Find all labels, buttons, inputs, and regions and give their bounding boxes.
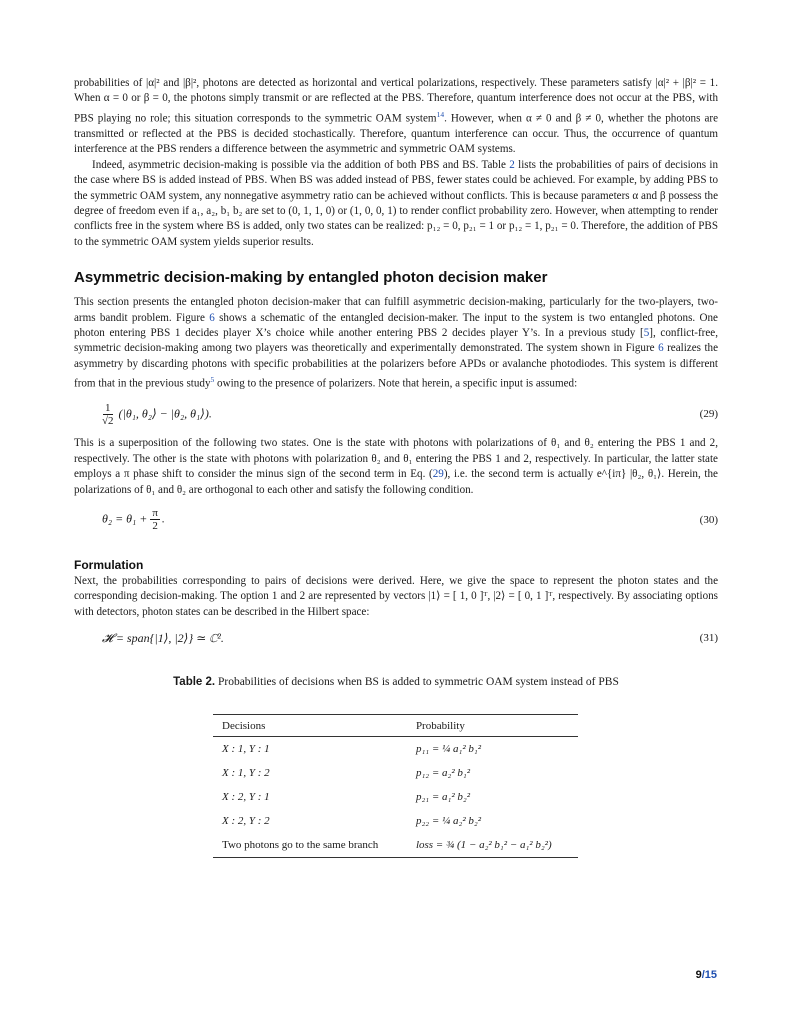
- table-caption-label: Table 2.: [173, 676, 216, 689]
- citation-link[interactable]: 5: [643, 326, 650, 339]
- paragraph-2: Indeed, asymmetric decision-making is possible via the addition of both PBS and BS. Table 2 lists the probabilities of pairs of decisions in the case where BS is added instead of PBS. When BS was added instead of PBS, fewer states could be achieved. For example, by adding PBS to the symmetric OAM system, any nonnegative asymmetry ratio can be achieved without conflicts. This is because parameters α and β possess the degree of freedom even if a₁, a₂, b₁ b₂ are set to (0, 1, 1, 0) or (1, 0, 0, 1) to render conflict probability zero. However, when attempting to render conflicts free in the system where BS is added, only two states can be realized: p₁₂ = 0, p₂₁ = 1 or p₁₂ = 1, p₂₁ = 0. Therefore, the addition of PBS to the symmetric OAM system yields superior results.: [74, 158, 719, 248]
- table-cell: loss = ¾ (1 − a₂² b₁² − a₁² b₂²): [407, 833, 578, 858]
- equation-number: (30): [699, 513, 718, 526]
- figure-ref-link[interactable]: 6: [658, 342, 664, 355]
- table-ref-link[interactable]: 2: [509, 158, 515, 171]
- citation-link[interactable]: 5: [210, 375, 215, 385]
- equation-29: $\frac{1}{√2}$ (|θ₁, θ₂⟩ − |θ₂, θ₁⟩). (29): [102, 401, 718, 427]
- paragraph-1: probabilities of |α|² and |β|², photons are detected as horizontal and vertical polarizations, respectively. These parameters satisfy |α|² + |β|² = 1. When α = 0 or β = 0, the photons simply transmit or are reflected at the PBS. Therefore, quantum interference does not occur at the PBS, with PBS playing no role; this situation corresponds to the symmetric OAM system$^{14}$. However, when α ≠ 0 and β ≠ 0, whether the photons are transmitted or reflected at the PBS is decided stochastically. Therefore, quantum interference can occur. Thus, the occurrence of quantum interference at the PBS renders a difference between the asymmetric and symmetric OAM systems.: [74, 77, 718, 156]
- citation-link[interactable]: 14: [436, 109, 445, 119]
- table-row: [213, 737, 578, 762]
- equation-number: (31): [699, 632, 718, 645]
- table-row: [213, 785, 578, 809]
- subsection-heading: Formulation: [74, 557, 144, 572]
- equation-30: θ₂ = θ₁ + $\frac{\pi}{2}$ . (30): [102, 507, 718, 533]
- table-header-cell: Probability: [407, 715, 578, 737]
- paragraph-3: This section presents the entangled photon decision-maker that can fulfill asymmetric decision-making, particularly for the two-players, two-arms bandit problem. Figure 6 shows a schematic of the entangled decision-maker. The input to the system is two entangled photons. One photon entering PBS 1 decides player X’s choice while another entering PBS 2 decides player Y’s. In a previous study [5], conflict-free, symmetric decision-making among two players was theoretically and experimentally demonstrated. The system shown in Figure 6 realizes the asymmetry by discarding photons with specific probabilities at the polarizers before APDs or avalanche photodiodes. This system is different from that in the previous study$^5$ owing to the presence of polarizers. Note that herein, a specific input is assumed:: [74, 296, 718, 390]
- paragraph-4: This is a superposition of the following two states. One is the state with photons with polarizations of θ₁ and θ₂ entering the PBS 1 and 2, respectively. The other is the state with photons with polarization θ₂ and θ₁ entering the PBS 1 and 2, respectively. In particular, the latter state employs a π phase shift to consider the minus sign of the second term in Eq. (29), i.e. the second term is actually e^{iπ} |θ₂, θ₁⟩. Herein, the polarizations of θ₁ and θ₂ are orthogonal to each other and satisfy the following condition.: [74, 437, 718, 496]
- table-cell: p₁₂ = a₂² b₁²: [415, 766, 471, 779]
- table-caption: [74, 676, 718, 688]
- table-cell: p₁₁ = ¼ a₁² b₁²: [415, 742, 482, 755]
- page-number: 9/15: [695, 969, 717, 981]
- table-row: [213, 809, 578, 833]
- equation-31: 𝓗 = span{|1⟩, |2⟩} ≃ ℂ². (31): [102, 630, 718, 645]
- table-cell: Two photons go to the same branch: [213, 833, 407, 858]
- table-header-row: [213, 715, 578, 737]
- table-cell: X : 2, Y : 2: [222, 814, 270, 827]
- probability-table: [213, 714, 578, 858]
- paragraph-5: Next, the probabilities corresponding to pairs of decisions were derived. Here, we give the space to represent the photon states and the corresponding decision-making. The option 1 and 2 are represented by vectors |1⟩ = [ 1, 0 ]ᵀ, |2⟩ = [ 0, 1 ]ᵀ, respectively. By associating options with detectors, photon states can be described in the Hilbert space:: [74, 574, 718, 618]
- equation-number: (29): [699, 408, 718, 421]
- equation-ref-link[interactable]: 29: [432, 468, 444, 481]
- table-caption-text: Probabilities of decisions when BS is added to symmetric OAM system instead of PBS: [217, 676, 619, 689]
- page-body: [74, 76, 718, 858]
- figure-ref-link[interactable]: 6: [209, 311, 215, 324]
- table-row: [213, 761, 578, 785]
- table-row: [213, 833, 578, 858]
- table-header-cell: Decisions: [213, 715, 407, 737]
- section-heading: Asymmetric decision-making by entangled photon decision maker: [74, 269, 548, 287]
- table-cell: X : 1, Y : 1: [222, 742, 270, 755]
- table-cell: p₂₁ = a₁² b₂²: [415, 790, 471, 803]
- table-cell: X : 2, Y : 1: [222, 790, 270, 803]
- table-cell: X : 1, Y : 2: [222, 766, 270, 779]
- table-cell: p₂₂ = ¼ a₂² b₂²: [415, 814, 482, 827]
